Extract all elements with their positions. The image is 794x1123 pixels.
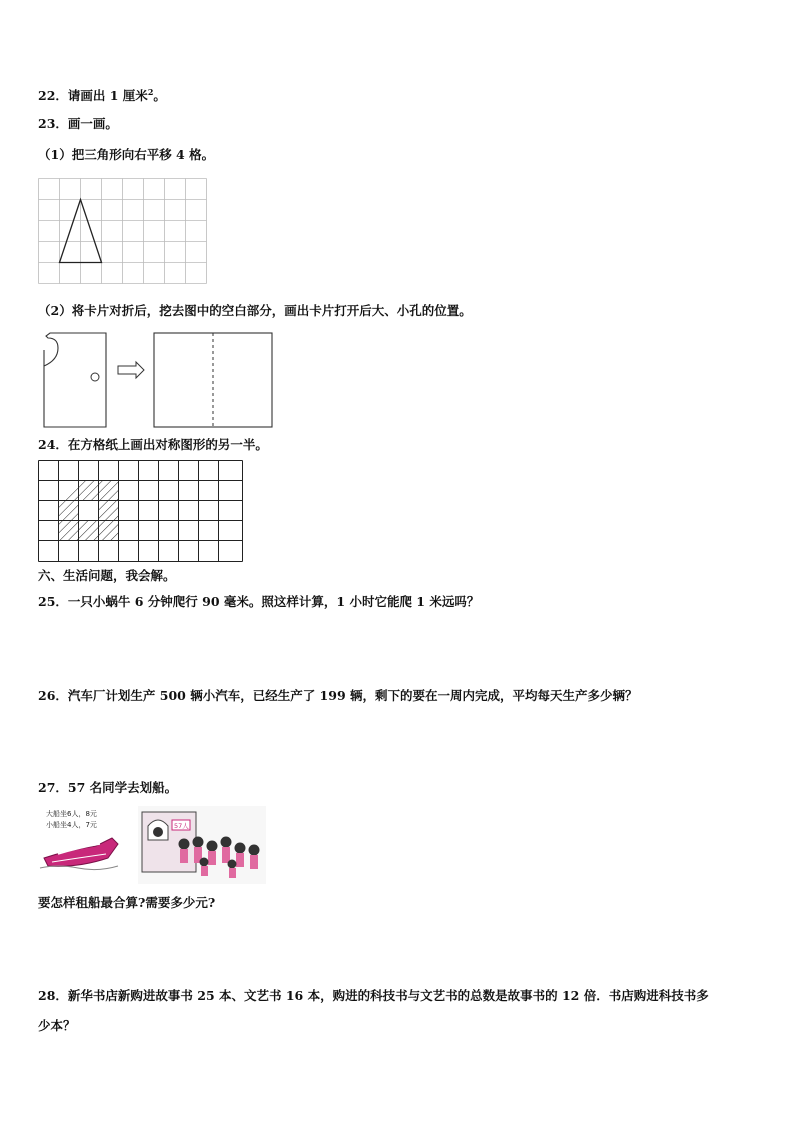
question-27-ask: 要怎样租船最合算?需要多少元? [38, 895, 216, 910]
question-23-part1: （1）把三角形向右平移 4 格。 [38, 147, 215, 162]
boat-icon [40, 838, 118, 870]
folded-card [44, 333, 106, 427]
question-23 [38, 116, 118, 132]
superscript: 2 [147, 87, 154, 97]
question-text: 在方格纸上画出对称图形的另一半。 [67, 437, 268, 452]
light-grid [39, 179, 207, 284]
arrow-right-icon [118, 362, 144, 378]
question-28-line2: 少本？ [38, 1018, 76, 1033]
question-number: 25． [38, 594, 68, 609]
question-number: 23． [38, 116, 68, 131]
boat-rental-illustration [38, 806, 130, 872]
question-27 [38, 780, 177, 796]
boat-small-price: 小船坐4人，7元 [46, 821, 97, 829]
question-28 [38, 988, 709, 1004]
boat-big-price: 大船坐6人，8元 [46, 810, 97, 818]
question-number: 26． [38, 688, 68, 703]
folded-card-figure [38, 330, 278, 430]
question-text: 画一画。 [67, 116, 118, 131]
students-queue-illustration [138, 806, 266, 884]
question-text: 新华书店新购进故事书 25 本、文艺书 16 本，购进的科技书与文艺书的总数是故事书的 12 倍．书店购进科技书多 [67, 988, 709, 1003]
question-text: 请画出 1 厘米 [67, 88, 148, 103]
small-hole [91, 373, 99, 381]
question-23-part2: （2）将卡片对折后，挖去图中的空白部分，画出卡片打开后大、小孔的位置。 [38, 303, 472, 318]
question-text: 汽车厂计划生产 500 辆小汽车，已经生产了 199 辆，剩下的要在一周内完成，平均每天生产多少辆？ [67, 688, 638, 703]
hatched-shape [59, 481, 119, 541]
question-24 [38, 437, 268, 453]
question-number: 27． [38, 780, 68, 795]
question-tail: 。 [153, 88, 166, 103]
section-six-heading: 六、生活问题，我会解。 [38, 568, 176, 583]
question-number: 24． [38, 437, 68, 452]
question-22 [38, 84, 166, 104]
symmetry-grid-figure [38, 460, 244, 563]
question-text: 57 名同学去划船。 [67, 780, 178, 795]
question-text: 一只小蜗牛 6 分钟爬行 90 毫米。照这样计算，1 小时它能爬 1 米远吗？ [67, 594, 480, 609]
question-number: 28． [38, 988, 68, 1003]
question-26 [38, 688, 638, 704]
question-number: 22． [38, 88, 68, 103]
triangle-grid-figure [38, 178, 208, 285]
question-25 [38, 594, 479, 610]
booth-sign: 57人 [174, 822, 189, 830]
